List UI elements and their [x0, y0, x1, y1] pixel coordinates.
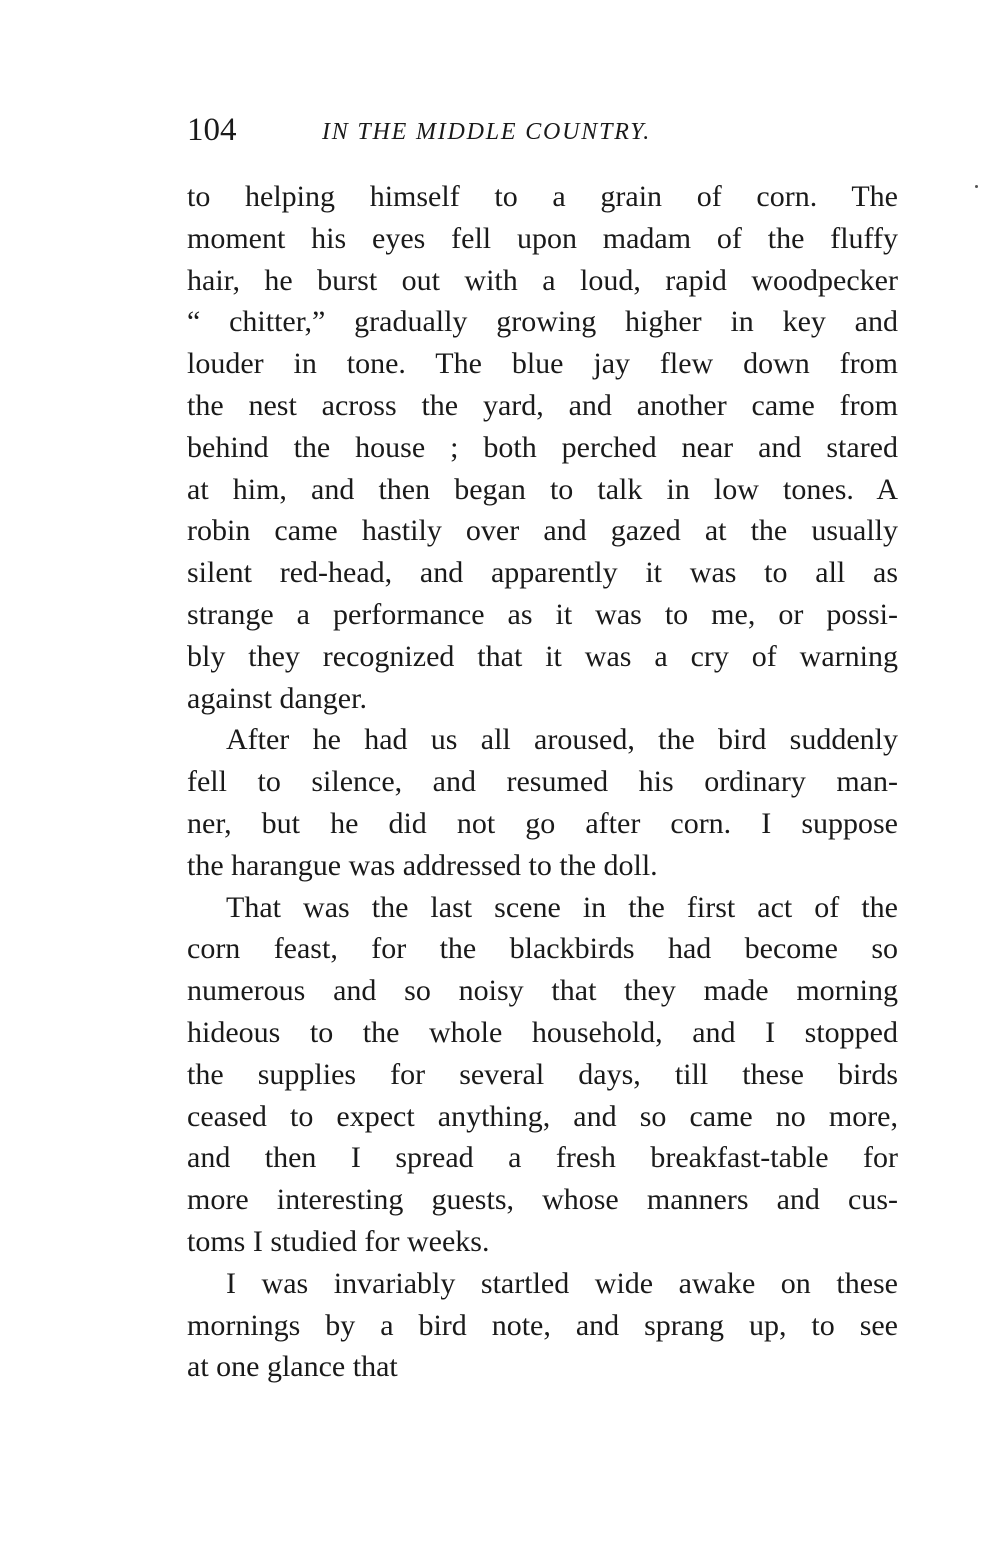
text-line: I was invariably startled wide awake on these — [226, 1266, 898, 1300]
text-line: louder in tone. The blue jay flew down from — [187, 347, 898, 381]
text-line: the harangue was addressed to the doll. — [187, 848, 658, 882]
text-line: That was the last scene in the first act of the — [226, 890, 898, 924]
text-line: moment his eyes fell upon madam of the fluffy — [187, 221, 898, 255]
text-line: at one glance that — [187, 1350, 398, 1384]
text-line: robin came hastily over and gazed at the usually — [187, 514, 898, 548]
text-line: numerous and so noisy that they made morning — [187, 974, 898, 1008]
page-number: 104 — [187, 112, 237, 148]
text-line: and then I spread a fresh breakfast-table for — [187, 1141, 898, 1175]
text-line: After he had us all aroused, the bird suddenly — [226, 723, 898, 757]
text-line: silent red-head, and apparently it was to all as — [187, 556, 898, 590]
text-line: the nest across the yard, and another came from — [187, 388, 898, 422]
text-line: the supplies for several days, till these birds — [187, 1057, 898, 1091]
text-line: toms I studied for weeks. — [187, 1224, 490, 1258]
text-line: more interesting guests, whose manners and cus- — [187, 1183, 898, 1217]
text-line: bly they recognized that it was a cry of warning — [187, 639, 898, 673]
paragraph-3 — [187, 887, 898, 1263]
page-header — [187, 108, 907, 152]
text-line: mornings by a bird note, and sprang up, to see — [187, 1308, 898, 1342]
paragraph-1 — [187, 176, 898, 719]
text-line: ceased to expect anything, and so came no more, — [187, 1099, 898, 1133]
text-line: strange a performance as it was to me, or possi- — [187, 597, 898, 631]
text-line: to helping himself to a grain of corn. The — [187, 180, 898, 213]
running-head: IN THE MIDDLE COUNTRY. — [322, 119, 651, 145]
paragraph-4 — [187, 1263, 898, 1388]
body-text — [187, 176, 898, 1388]
text-line: behind the house ; both perched near and stared — [187, 430, 898, 464]
text-line: hideous to the whole household, and I stopped — [187, 1015, 898, 1049]
text-line: against danger. — [187, 681, 367, 715]
text-line: ner, but he did not go after corn. I suppose — [187, 806, 898, 840]
text-line: “ chitter,” gradually growing higher in key and — [187, 305, 898, 339]
paragraph-2 — [187, 719, 898, 886]
text-line: fell to silence, and resumed his ordinary man- — [187, 765, 898, 799]
text-line: hair, he burst out with a loud, rapid woodpecker — [187, 263, 898, 297]
stray-ink-mark — [975, 185, 978, 188]
text-line: corn feast, for the blackbirds had become so — [187, 932, 898, 966]
text-line: at him, and then began to talk in low tones. A — [187, 472, 898, 506]
